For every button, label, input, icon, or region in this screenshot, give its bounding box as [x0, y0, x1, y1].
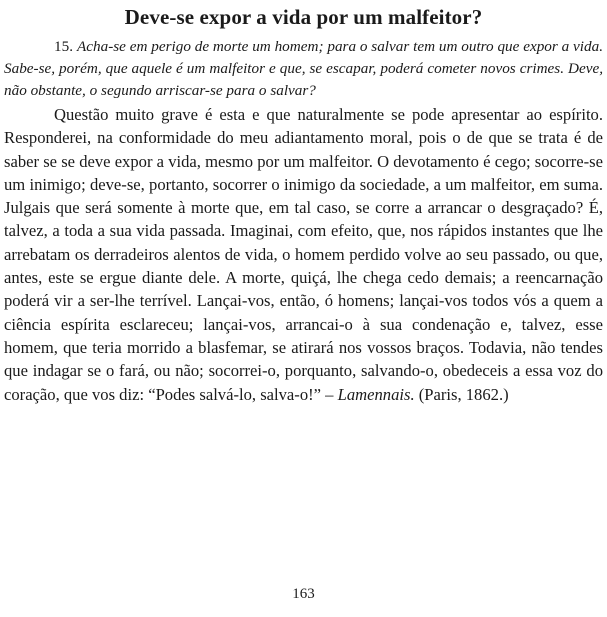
- answer-text: Questão muito grave é esta e que naturalmente se pode apresentar ao espírito. Responderei, na conformidade do meu adiantamento moral, pois o de que se trata é de saber se se deve expor a vida, mesmo por um malfeitor. O devotamento é cego; socorre-se um inimigo; deve-se, portanto, socorrer o inimigo da sociedade, a um malfeitor, em suma. Julgais que será somente à morte que, em tal caso, se corre a arrancar o desgraçado? É, talvez, a toda a sua vida passada. Imaginai, com efeito, que, nos rápidos instantes que lhe arrebatam os derradeiros alentos de vida, o homem perdido volve ao seu passado, ou que, antes, este se ergue diante dele. A morte, quiçá, lhe chega cedo demais; a reencarnação poderá vir a ser-lhe terrível. Lançai-vos, então, ó homens; lançai-vos todos vós a quem a ciência espírita esclareceu; lançai-vos, arrancai-o à sua condenação e, talvez, esse homem, que teria morrido a blasfemar, se atirará nos vossos braços. Todavia, não tendes que indagar se o fará, ou não; socorrei-o, porquanto, salvando-o, obedeceis a essa voz do coração, que vos diz: “Podes salvá-lo, salva-o!” –: [4, 105, 603, 404]
- question-number: 15.: [54, 38, 73, 55]
- book-page: [4, 0, 603, 406]
- page-number: 163: [292, 586, 315, 602]
- source-reference: (Paris, 1862.): [418, 384, 509, 404]
- section-title: Deve-se expor a vida por um malfeitor?: [124, 5, 483, 29]
- answer-paragraph: [4, 103, 603, 406]
- question-paragraph: [4, 36, 603, 102]
- author-name: Lamennais.: [337, 384, 415, 404]
- question-text: Acha-se em perigo de morte um homem; para o salvar tem um outro que expor a vida. Sabe-se, porém, que aquele é um malfeitor e que, se escapar, poderá cometer novos crimes. Deve, não obstante, o segundo arriscar-se para o salvar?: [4, 38, 603, 99]
